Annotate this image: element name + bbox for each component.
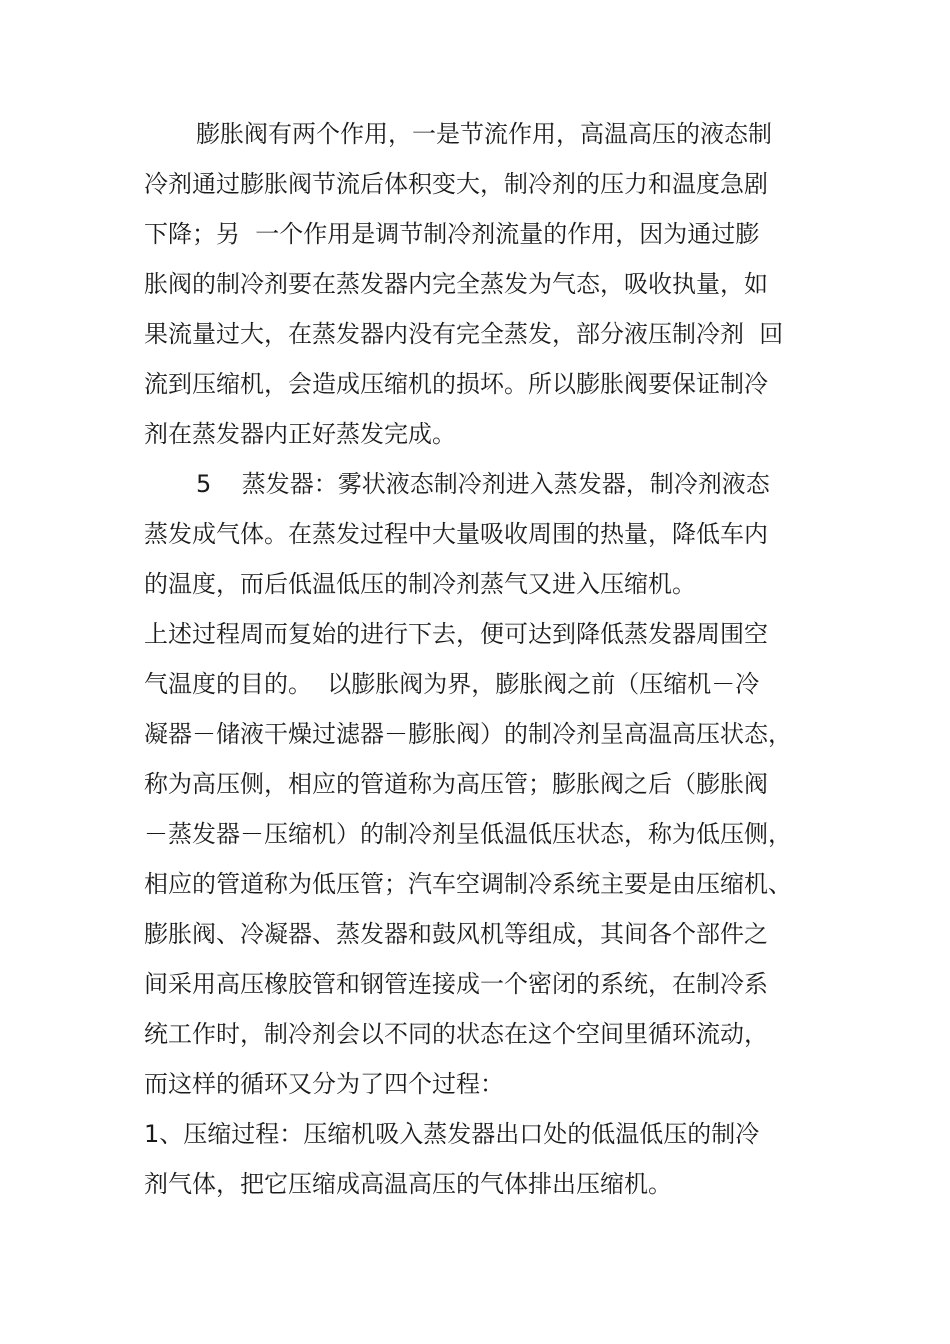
text-line: 膨胀阀、冷凝器、蒸发器和鼓风机等组成，其间各个部件之 [144, 920, 768, 948]
text-line: 剂气体，把它压缩成高温高压的气体排出压缩机。 [144, 1170, 672, 1198]
text-line: 称为高压侧，相应的管道称为高压管；膨胀阀之后（膨胀阀 [144, 770, 768, 798]
text-line: 5 蒸发器：雾状液态制冷剂进入蒸发器，制冷剂液态 [196, 470, 770, 498]
text-line: 蒸发成气体。在蒸发过程中大量吸收周围的热量，降低车内 [144, 520, 768, 548]
text-line: 的温度，而后低温低压的制冷剂蒸气又进入压缩机。 [144, 570, 696, 598]
text-line: 上述过程周而复始的进行下去，便可达到降低蒸发器周围空 [144, 620, 768, 648]
text-line: 冷剂通过膨胀阀节流后体积变大，制冷剂的压力和温度急剧 [144, 170, 768, 198]
text-line: 膨胀阀有两个作用，一是节流作用，高温高压的液态制 [196, 120, 772, 148]
text-line: 而这样的循环又分为了四个过程： [144, 1070, 504, 1098]
text-line: 相应的管道称为低压管；汽车空调制冷系统主要是由压缩机、 [144, 870, 792, 898]
text-line: 胀阀的制冷剂要在蒸发器内完全蒸发为气态，吸收执量，如 [144, 270, 768, 298]
text-line: 凝器－储液干燥过滤器－膨胀阀）的制冷剂呈高温高压状态， [144, 720, 792, 748]
text-line: 间采用高压橡胶管和钢管连接成一个密闭的系统，在制冷系 [144, 970, 768, 998]
text-line: －蒸发器－压缩机）的制冷剂呈低温低压状态，称为低压侧， [144, 820, 792, 848]
text-line: 流到压缩机，会造成压缩机的损坏。所以膨胀阀要保证制冷 [144, 370, 768, 398]
text-line: 气温度的目的。 以膨胀阀为界，膨胀阀之前（压缩机－冷 [144, 670, 760, 698]
text-line: 果流量过大，在蒸发器内没有完全蒸发，部分液压制冷剂 回 [144, 320, 784, 348]
text-line: 统工作时，制冷剂会以不同的状态在这个空间里循环流动， [144, 1020, 768, 1048]
text-line: 剂在蒸发器内正好蒸发完成。 [144, 420, 456, 448]
text-line: 下降；另 一个作用是调节制冷剂流量的作用，因为通过膨 [144, 220, 760, 248]
text-line: 1、压缩过程：压缩机吸入蒸发器出口处的低温低压的制冷 [144, 1120, 760, 1148]
